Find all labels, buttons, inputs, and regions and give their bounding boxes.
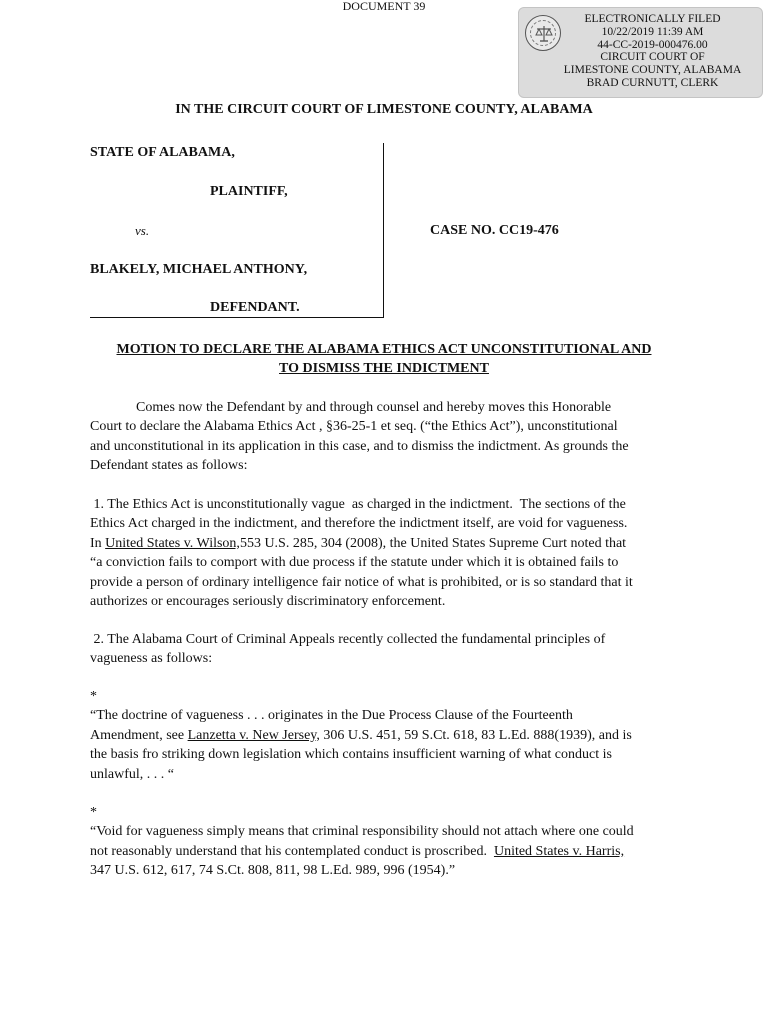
case-citation: United States v. Wilson, [105, 535, 240, 551]
paragraph-line: Defendant states as follows: [90, 458, 248, 474]
paragraph-line: 1. The Ethics Act is unconstitutionally vague as charged in the indictment. The sections of the [90, 497, 626, 512]
motion-title [90, 340, 678, 378]
paragraph-line: authorizes or encourages seriously discriminatory enforcement. [90, 594, 446, 610]
plaintiff-role: PLAINTIFF, [210, 184, 288, 199]
quote-2 [90, 803, 690, 881]
line-text: 306 U.S. 451, 59 S.Ct. 618, 83 L.Ed. 888(1939), and is [319, 727, 632, 743]
paragraph-line: Ethics Act charged in the indictment, and therefore the indictment itself, are void for vagueness. [90, 516, 628, 532]
paragraph-line [90, 842, 690, 861]
line-text: Amendment, see [90, 727, 188, 743]
caption-divider-vertical [383, 143, 384, 318]
paragraph-line: the basis fro striking down legislation which contains insufficient warning of what conduct is [90, 747, 612, 763]
stamp-line: CIRCUIT COURT OF [600, 51, 705, 64]
paragraph-line: “Void for vagueness simply means that criminal responsibility should not attach where one could [90, 824, 634, 840]
paragraph-line: provide a person of ordinary intelligence fair notice of what is prohibited, or is so standard that it [90, 574, 633, 590]
stamp-line: LIMESTONE COUNTY, ALABAMA [563, 64, 742, 77]
paragraph-line: 2. The Alabama Court of Criminal Appeals recently collected the fundamental principles of [90, 632, 606, 647]
quote-1 [90, 687, 690, 784]
paragraph-line: 347 U.S. 612, 617, 74 S.Ct. 808, 811, 98 L.Ed. 989, 996 (1954).” [90, 863, 456, 879]
plaintiff-name: STATE OF ALABAMA, [90, 145, 235, 160]
case-citation: Lanzetta v. New Jersey, [187, 727, 320, 743]
paragraph-line: vagueness as follows: [90, 651, 213, 667]
line-text: In [90, 535, 106, 551]
paragraph-line: unlawful, . . . “ [90, 766, 174, 782]
point-1-paragraph [90, 495, 690, 611]
motion-title-line: MOTION TO DECLARE THE ALABAMA ETHICS ACT UNCONSTITUTIONAL AND [116, 342, 652, 357]
motion-title-line: TO DISMISS THE INDICTMENT [279, 361, 489, 376]
stamp-line: ELECTRONICALLY FILED [584, 13, 721, 25]
paragraph-line [90, 534, 690, 553]
line-text: 553 U.S. 285, 304 (2008), the United States Supreme Curt noted that [239, 535, 627, 551]
paragraph-line [90, 726, 690, 745]
stamp-line: 44-CC-2019-000476.00 [597, 38, 708, 51]
defendant-role: DEFENDANT. [210, 300, 300, 315]
intro-paragraph [90, 398, 690, 476]
paragraph-line: and unconstitutional in its application in this case, and to dismiss the indictment. As grounds the [90, 438, 629, 454]
point-2-paragraph [90, 630, 690, 669]
defendant-name: BLAKELY, MICHAEL ANTHONY, [90, 262, 308, 277]
line-text: not reasonably understand that his contemplated conduct is proscribed. [90, 843, 494, 859]
paragraph-line: “a conviction fails to comport with due process if the statute under which it is obtained fails to [90, 555, 619, 571]
paragraph-line: Comes now the Defendant by and through counsel and hereby moves this Honorable [136, 400, 612, 415]
case-number: CASE NO. CC19-476 [430, 223, 559, 238]
paragraph-line: Court to declare the Alabama Ethics Act , §36-25-1 et seq. (“the Ethics Act”), unconstitutional [90, 419, 618, 435]
caption-divider-horizontal [90, 317, 384, 318]
case-citation: United States v. Harris, [493, 843, 625, 859]
stamp-line: BRAD CURNUTT, CLERK [586, 76, 719, 89]
stamp-text [543, 13, 762, 90]
stamp-line: 10/22/2019 11:39 AM [601, 25, 704, 38]
paragraph-line: “The doctrine of vagueness . . . originates in the Due Process Clause of the Fourteenth [90, 708, 573, 724]
versus-label: vs. [135, 223, 150, 238]
e-filing-stamp [518, 7, 763, 98]
bullet-marker: * [90, 689, 97, 704]
court-title: IN THE CIRCUIT COURT OF LIMESTONE COUNTY, ALABAMA [175, 102, 593, 117]
bullet-marker: * [90, 805, 97, 820]
document-label: DOCUMENT 39 [342, 0, 426, 13]
